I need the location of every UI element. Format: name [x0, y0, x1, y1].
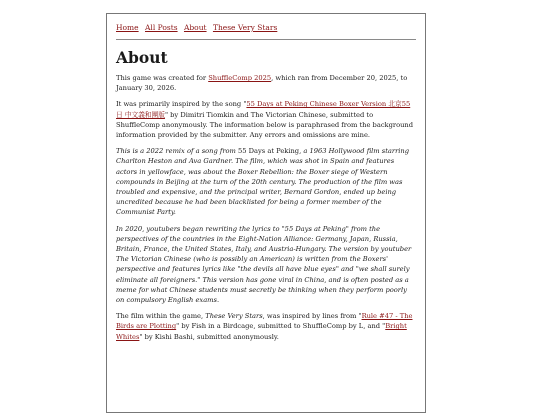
- nav-divider: [116, 39, 416, 40]
- p5-text-e: " by Kishi Bashi, submitted anonymously.: [139, 332, 279, 341]
- page-container: [106, 13, 426, 413]
- p1-text-before: This game was created for: [116, 74, 209, 82]
- p5-text-d: " by Fish in a Birdcage, submitted to ShuffleComp by L, and ": [176, 322, 386, 331]
- nav-link-these-very-stars[interactable]: These Very Stars: [212, 23, 278, 32]
- p2-text-before: It was primarily inspired by the song ": [116, 100, 247, 109]
- p5-film-title: These Very Stars: [205, 312, 263, 321]
- paragraph-remix-history: [116, 146, 416, 217]
- song-link-55-days[interactable]: 55 Days at Peking Chinese Boxer Version 北京55日 中文義和團版: [116, 100, 411, 119]
- p4-text: In 2020, youtubers began rewriting the lyrics to "55 Days at Peking" from the perspectives of the countries in the Eight-Nation Alliance: Germany, Japan, Russia, Britain, France, the United States, Italy, and Austria-Hungary. The version by youtuber The Victorian Chinese (who is possibly an American) is written from the Boxers' perspective and features lyrics like "the devils all have blue eyes" and "we shall surely eliminate all foreigners." This version has gone viral in China, and is often posted as a meme for what Chinese students must secretly be thinking when they perform poorly on compulsory English exams.: [116, 224, 412, 305]
- p5-text-a: The film within the game,: [116, 312, 206, 321]
- p1-text-after: , which ran from December 20, 2025, to January 30, 2026.: [116, 74, 408, 93]
- song-link-rule-47[interactable]: Rule #47 - The Birds are Plotting: [116, 312, 413, 331]
- paragraph-youtube-versions: [116, 224, 416, 306]
- shufflecomp-link[interactable]: ShuffleComp 2025: [208, 74, 272, 82]
- top-nav: [116, 23, 416, 33]
- nav-link-about[interactable]: About: [183, 23, 207, 32]
- p3-film-title: 55 Days at Peking: [238, 147, 300, 156]
- p3-text-c: , a 1963 Hollywood film starring Charlton Heston and Ava Gardner. The film, which was shot in Spain and features actors in yellowface, was about the Boxer Rebellion: the Boxer siege of Western compounds in Beijing at the turn of the 20th century. The production of the film was troubled and expensive, and the principal writer, Bernard Gordon, ended up being uncredited because he had been blacklisted for being a former member of the Communist Party.: [116, 147, 409, 217]
- page-title: About: [116, 48, 168, 67]
- p5-text-c: , was inspired by lines from ": [262, 312, 362, 321]
- song-link-bright-whites[interactable]: Bright Whites: [116, 322, 407, 341]
- p3-text-a: This is a 2022 remix of a song from: [116, 147, 239, 156]
- paragraph-film-within-game: [116, 311, 416, 342]
- p2-text-after: " by Dimitri Tiomkin and The Victorian Chinese, submitted to ShuffleComp anonymously. The information below is paraphrased from the background information provided by the submitter. Any errors and omissions are mine.: [116, 110, 414, 140]
- paragraph-shufflecomp: [116, 73, 416, 93]
- nav-link-all-posts[interactable]: All Posts: [145, 23, 178, 32]
- nav-link-home[interactable]: Home: [116, 23, 139, 32]
- paragraph-inspiration: [116, 99, 416, 140]
